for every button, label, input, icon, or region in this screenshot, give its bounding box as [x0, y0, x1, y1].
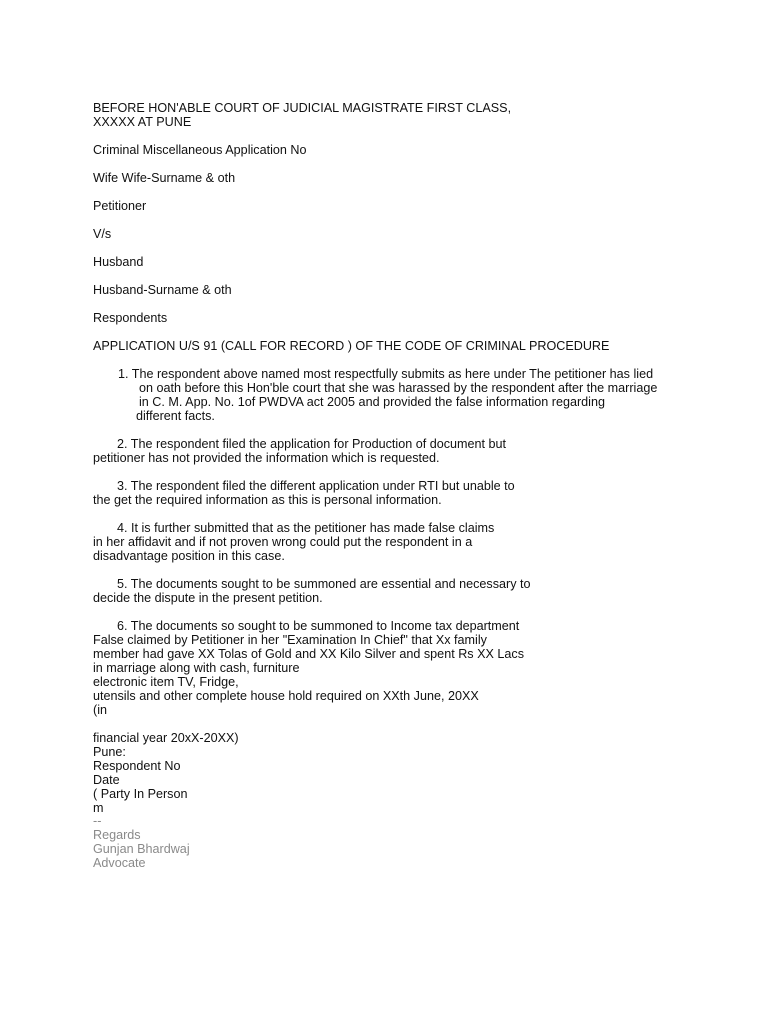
paragraph-4-line-1: 4. It is further submitted that as the petitioner has made false claims — [117, 521, 495, 535]
application-number: Criminal Miscellaneous Application No — [93, 143, 307, 157]
party-in-person-line: ( Party In Person — [93, 787, 188, 801]
paragraph-3-line-1: 3. The respondent filed the different application under RTI but unable to — [117, 479, 515, 493]
paragraph-1-line-3: in C. M. App. No. 1of PWDVA act 2005 and provided the false information regarding — [139, 395, 605, 409]
versus: V/s — [93, 227, 112, 241]
m-line: m — [93, 801, 104, 815]
paragraph-2-line-2: petitioner has not provided the information which is requested. — [93, 451, 440, 465]
paragraph-4-line-2: in her affidavit and if not proven wrong could put the respondent in a — [93, 535, 473, 549]
paragraph-5-line-1: 5. The documents sought to be summoned are essential and necessary to — [117, 577, 531, 591]
paragraph-6-line-6: utensils and other complete house hold required on XXth June, 20XX — [93, 689, 479, 703]
paragraph-6-line-4: in marriage along with cash, furniture — [93, 661, 300, 675]
paragraph-2-line-1: 2. The respondent filed the application for Production of document but — [117, 437, 507, 451]
respondent-name: Husband-Surname & oth — [93, 283, 232, 297]
paragraph-6-line-7: (in — [93, 703, 107, 717]
husband-label: Husband — [93, 255, 144, 269]
paragraph-6-line-1: 6. The documents so sought to be summoned to Income tax department — [117, 619, 520, 633]
signature-regards: Regards — [93, 828, 141, 842]
respondent-label: Respondents — [93, 311, 168, 325]
signature-name: Gunjan Bhardwaj — [93, 842, 190, 856]
signature-role: Advocate — [93, 856, 146, 870]
place-line: Pune: — [93, 745, 126, 759]
paragraph-1-line-4: different facts. — [136, 409, 215, 423]
paragraph-1-line-2: on oath before this Hon'ble court that she was harassed by the respondent after the marriage — [139, 381, 658, 395]
paragraph-6-line-3: member had gave XX Tolas of Gold and XX Kilo Silver and spent Rs XX Lacs — [93, 647, 524, 661]
court-heading-line-2: XXXXX AT PUNE — [93, 115, 192, 129]
date-line: Date — [93, 773, 120, 787]
paragraph-6-line-5: electronic item TV, Fridge, — [93, 675, 239, 689]
paragraph-6-line-8: financial year 20xX-20XX) — [93, 731, 239, 745]
court-heading-line-1: BEFORE HON'ABLE COURT OF JUDICIAL MAGISTRATE FIRST CLASS, — [93, 101, 512, 115]
signature-separator: -- — [93, 814, 102, 828]
petitioner-label: Petitioner — [93, 199, 147, 213]
paragraph-4-line-3: disadvantage position in this case. — [93, 549, 285, 563]
respondent-no-line: Respondent No — [93, 759, 181, 773]
paragraph-1-line-1: 1. The respondent above named most respectfully submits as here under The petitioner has lied — [118, 367, 654, 381]
petitioner-name: Wife Wife-Surname & oth — [93, 171, 236, 185]
paragraph-3-line-2: the get the required information as this is personal information. — [93, 493, 442, 507]
application-title: APPLICATION U/S 91 (CALL FOR RECORD ) OF THE CODE OF CRIMINAL PROCEDURE — [93, 339, 610, 353]
paragraph-6-line-2: False claimed by Petitioner in her "Examination In Chief" that Xx family — [93, 633, 487, 647]
paragraph-5-line-2: decide the dispute in the present petition. — [93, 591, 323, 605]
